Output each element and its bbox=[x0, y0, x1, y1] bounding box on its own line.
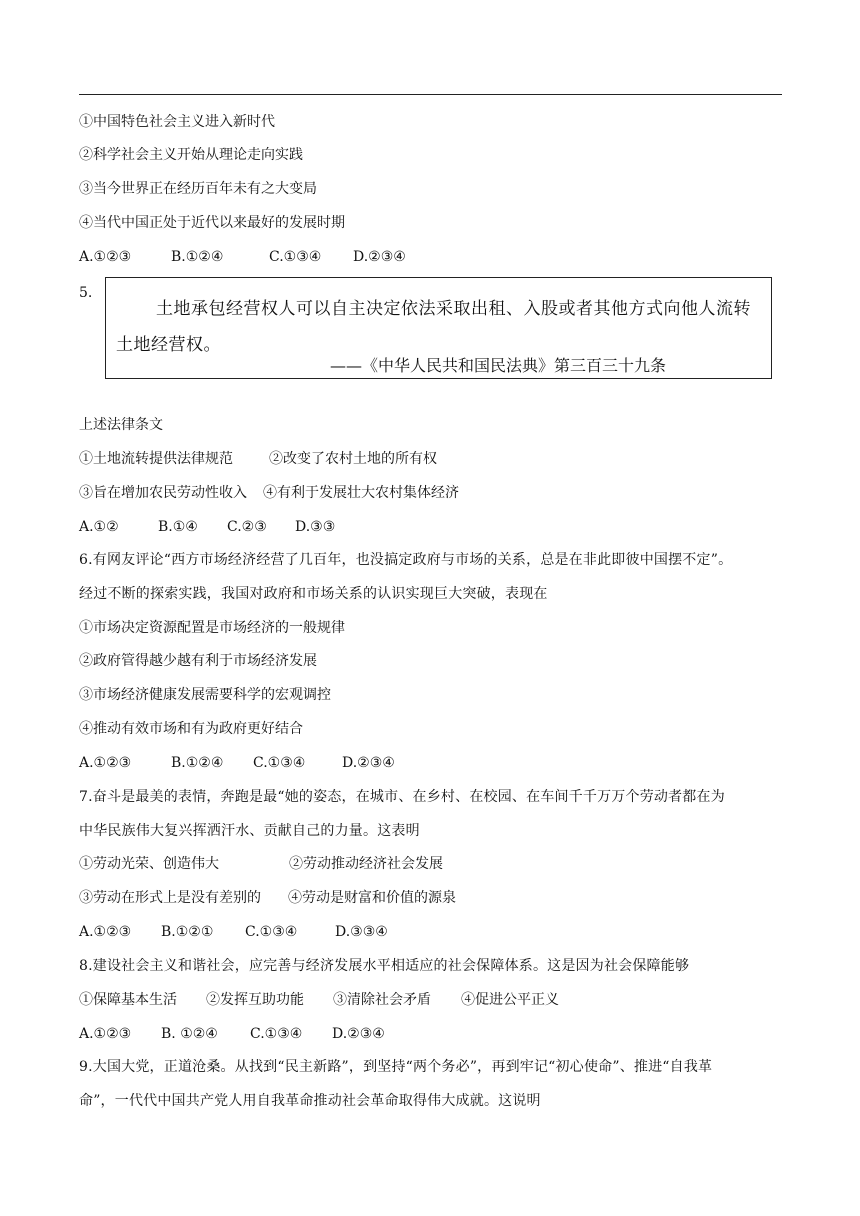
q6-option-b: B.①②④ bbox=[171, 755, 224, 771]
q7-option-b: B.①②① bbox=[161, 924, 214, 940]
q5-stem: 上述法律条文 bbox=[79, 417, 163, 433]
q6-item-3: ③市场经济健康发展需要科学的宏观调控 bbox=[79, 687, 331, 703]
q6-stem-line-2: 经过不断的探索实践，我国对政府和市场关系的认识实现巨大突破，表现在 bbox=[79, 586, 548, 602]
q9-stem-line-1: 9.大国大党，正道沧桑。从找到“民主新路”，到坚持“两个务必”，再到牢记“初心使命”、推进“自我革 bbox=[79, 1059, 713, 1075]
q6-stem-line-1: 6.有网友评论“西方市场经济经营了几百年，也没搞定政府与市场的关系，总是在非此即彼中国摆不定”。 bbox=[79, 552, 733, 568]
q8-item-4: ④促进公平正义 bbox=[461, 992, 559, 1008]
q4-option-b: B.①②④ bbox=[171, 249, 224, 265]
q7-stem-line-1: 7.奋斗是最美的表情，奔跑是最“她的姿态，在城市、在乡村、在校园、在车间千千万万个劳动者都在为 bbox=[79, 789, 725, 805]
q4-item-2: ②科学社会主义开始从理论走向实践 bbox=[79, 147, 303, 163]
q5-option-a: A.①② bbox=[79, 519, 119, 535]
q4-option-d: D.②③④ bbox=[353, 249, 406, 265]
q5-option-d: D.③③ bbox=[295, 519, 336, 535]
q7-option-d: D.③③④ bbox=[335, 924, 388, 940]
q7-item-4: ④劳动是财富和价值的源泉 bbox=[288, 890, 456, 906]
q9-stem-line-2: 命”，一代代中国共产党人用自我革命推动社会革命取得伟大成就。这说明 bbox=[79, 1093, 541, 1109]
q5-item-1: ①土地流转提供法律规范 bbox=[79, 451, 233, 467]
q6-item-2: ②政府管得越少越有利于市场经济发展 bbox=[79, 653, 317, 669]
q8-item-2: ②发挥互助功能 bbox=[206, 992, 304, 1008]
q6-options bbox=[79, 754, 395, 772]
q5-items-row-2 bbox=[79, 484, 459, 502]
q7-items-row-2 bbox=[79, 889, 456, 907]
q8-stem: 8.建设社会主义和谐社会，应完善与经济发展水平相适应的社会保障体系。这是因为社会保障能够 bbox=[79, 958, 690, 974]
q5-quote-source: ——《中华人民共和国民法典》第三百三十九条 bbox=[329, 356, 666, 375]
q8-option-c: C.①③④ bbox=[250, 1026, 303, 1042]
q8-item-1: ①保障基本生活 bbox=[79, 992, 177, 1008]
q4-item-3: ③当今世界正在经历百年未有之大变局 bbox=[79, 181, 317, 197]
q5-quote-box bbox=[105, 277, 772, 379]
q4-item-1: ①中国特色社会主义进入新时代 bbox=[79, 114, 275, 130]
q5-items-row-1 bbox=[79, 450, 437, 468]
q4-option-c: C.①③④ bbox=[269, 249, 322, 265]
q8-item-3: ③清除社会矛盾 bbox=[333, 992, 431, 1008]
q5-number: 5. bbox=[79, 285, 93, 301]
q8-items bbox=[79, 991, 559, 1009]
q7-items-row-1 bbox=[79, 855, 443, 873]
q6-item-4: ④推动有效市场和有为政府更好结合 bbox=[79, 721, 303, 737]
q7-option-a: A.①②③ bbox=[79, 924, 132, 940]
q6-item-1: ①市场决定资源配置是市场经济的一般规律 bbox=[79, 620, 345, 636]
q6-option-c: C.①③④ bbox=[253, 755, 306, 771]
q7-options bbox=[79, 923, 388, 941]
q4-option-a: A.①②③ bbox=[79, 249, 132, 265]
q8-options bbox=[79, 1025, 385, 1043]
q7-item-1: ①劳动光荣、创造伟大 bbox=[79, 856, 219, 872]
q5-options bbox=[79, 518, 335, 536]
q5-item-4: ④有利于发展壮大农村集体经济 bbox=[263, 485, 459, 501]
q5-option-c: C.②③ bbox=[227, 519, 267, 535]
q8-option-b: B. ①②④ bbox=[161, 1026, 218, 1042]
q4-options bbox=[79, 248, 406, 266]
q5-option-b: B.①④ bbox=[158, 519, 198, 535]
q4-item-4: ④当代中国正处于近代以来最好的发展时期 bbox=[79, 215, 345, 231]
top-divider bbox=[79, 94, 782, 95]
q6-option-d: D.②③④ bbox=[342, 755, 395, 771]
q8-option-d: D.②③④ bbox=[332, 1026, 385, 1042]
q7-item-3: ③劳动在形式上是没有差别的 bbox=[79, 890, 261, 906]
q7-option-c: C.①③④ bbox=[245, 924, 298, 940]
q6-option-a: A.①②③ bbox=[79, 755, 132, 771]
q5-item-3: ③旨在增加农民劳动性收入 bbox=[79, 485, 247, 501]
q5-quote-text: 土地承包经营权人可以自主决定依法采取出租、入股或者其他方式向他人流转土地经营权。 bbox=[116, 299, 751, 355]
q7-item-2: ②劳动推动经济社会发展 bbox=[289, 856, 443, 872]
q7-stem-line-2: 中华民族伟大复兴挥洒汗水、贡献自己的力量。这表明 bbox=[79, 823, 420, 839]
q5-item-2: ②改变了农村土地的所有权 bbox=[269, 451, 437, 467]
q8-option-a: A.①②③ bbox=[79, 1026, 132, 1042]
